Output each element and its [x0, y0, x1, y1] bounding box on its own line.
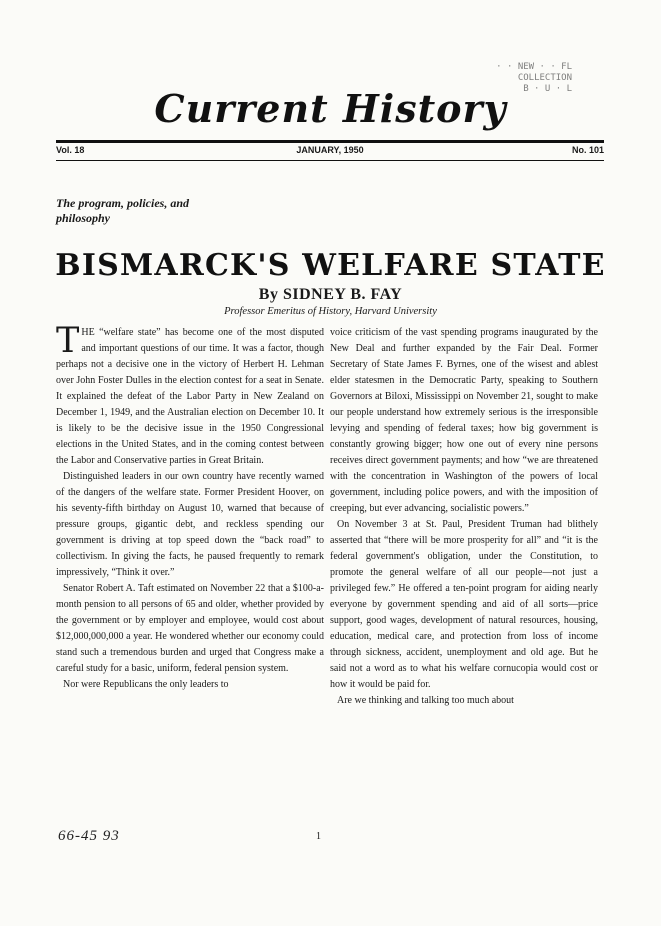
paragraph: Nor were Republicans the only leaders to [63, 679, 229, 690]
paragraph: voice criticism of the vast spending programs inaugurated by the New Deal and further expanded by the Fair Deal. Former Secretary of State James F. Byrnes, one of the wisest and ablest elder statesmen in the Democratic Party, speaking to Southern Governors at Biloxi, Mississippi on November 21, sought to make our people understand how extremely serious is the irresponsible levying and spending of federal taxes; how big government is constantly growing bigger; how one out of every nine persons receives direct government payments; and how “we are threatened with the concentration in Washington of the powers of local government, including police powers, and with the imposition of creeping, but ever advancing, socialistic powers.” [330, 327, 598, 514]
paragraph: Distinguished leaders in our own country have recently warned of the dangers of the welfare state. Former President Hoover, on his seventy-fifth birthday on August 10, warned that because of pressure groups, gigantic debt, and reckless spending our government is driving at top speed down the “back road” to collectivism. In giving the facts, he paused frequently to remark impressively, “Think it over.” [56, 471, 324, 578]
paragraph: Senator Robert A. Taft estimated on November 22 that a $100-a-month pension to all persons of 65 and older, whether provided by the government or by employer and employee, would cost about $12,000,000,000 a year. He wondered whether our economy could stand such a tremendous burden and urged that Congress make a careful study for a basic, uniform, federal pension system. [56, 583, 324, 674]
paragraph [56, 321, 324, 469]
stamp-line: · · NEW · · FL [496, 62, 572, 72]
article-title: BISMARCK'S WELFARE STATE [55, 248, 606, 283]
handwritten-note: 66-45 93 [58, 828, 120, 844]
bottom-rule [56, 160, 604, 161]
page-number: 1 [316, 831, 321, 842]
paragraph-text: HE “welfare state” has become one of the most disputed and important questions of our time. It was a factor, though perhaps not a decisive one in the victory of Herbert H. Lehman over John Foster Dulles in the election contest for a seat in Senate. It explained the defeat of the Labor Party in New Zealand on December 1, 1949, and the Australian election on December 10. It is likely to be the decisive issue in the 1950 Congressional elections in the United States, and in the coming contest between the Labor and Conservative parties in Great Britain. [56, 327, 324, 466]
article-column-left [56, 321, 324, 693]
issue-number: No. 101 [571, 145, 604, 155]
stamp-line: B · U · L [523, 84, 572, 94]
top-rule [56, 140, 604, 143]
masthead: Current History [154, 86, 507, 131]
series-line-2: philosophy [56, 211, 111, 225]
author-affiliation: Professor Emeritus of History, Harvard University [224, 306, 437, 317]
byline: By SIDNEY B. FAY [258, 286, 403, 303]
paragraph: Are we thinking and talking too much about [337, 695, 514, 706]
issue-line [56, 145, 604, 158]
drop-cap: T [56, 321, 80, 361]
series-label [56, 196, 256, 226]
issue-date: JANUARY, 1950 [296, 145, 364, 155]
series-line-1: The program, policies, and [56, 196, 190, 210]
stamp-line: COLLECTION [517, 73, 572, 83]
article-column-right [330, 325, 598, 709]
issue-volume: Vol. 18 [56, 145, 85, 155]
paragraph: On November 3 at St. Paul, President Truman had blithely asserted that “there will be more prosperity for all” and “it is the federal government's obligation, under the Constitution, to promote the general welfare of all our people—not just a privileged few.” He offered a ten-point program for aiding nearly everyone by government spending and aid of all sorts—price support, good wages, development of natural resources, housing, education, medical care, and protection from loss of income through sickness, accident, unemployment and old age. But he said not a word as to what his welfare cornucopia would cost or how it would be paid for. [330, 519, 598, 690]
